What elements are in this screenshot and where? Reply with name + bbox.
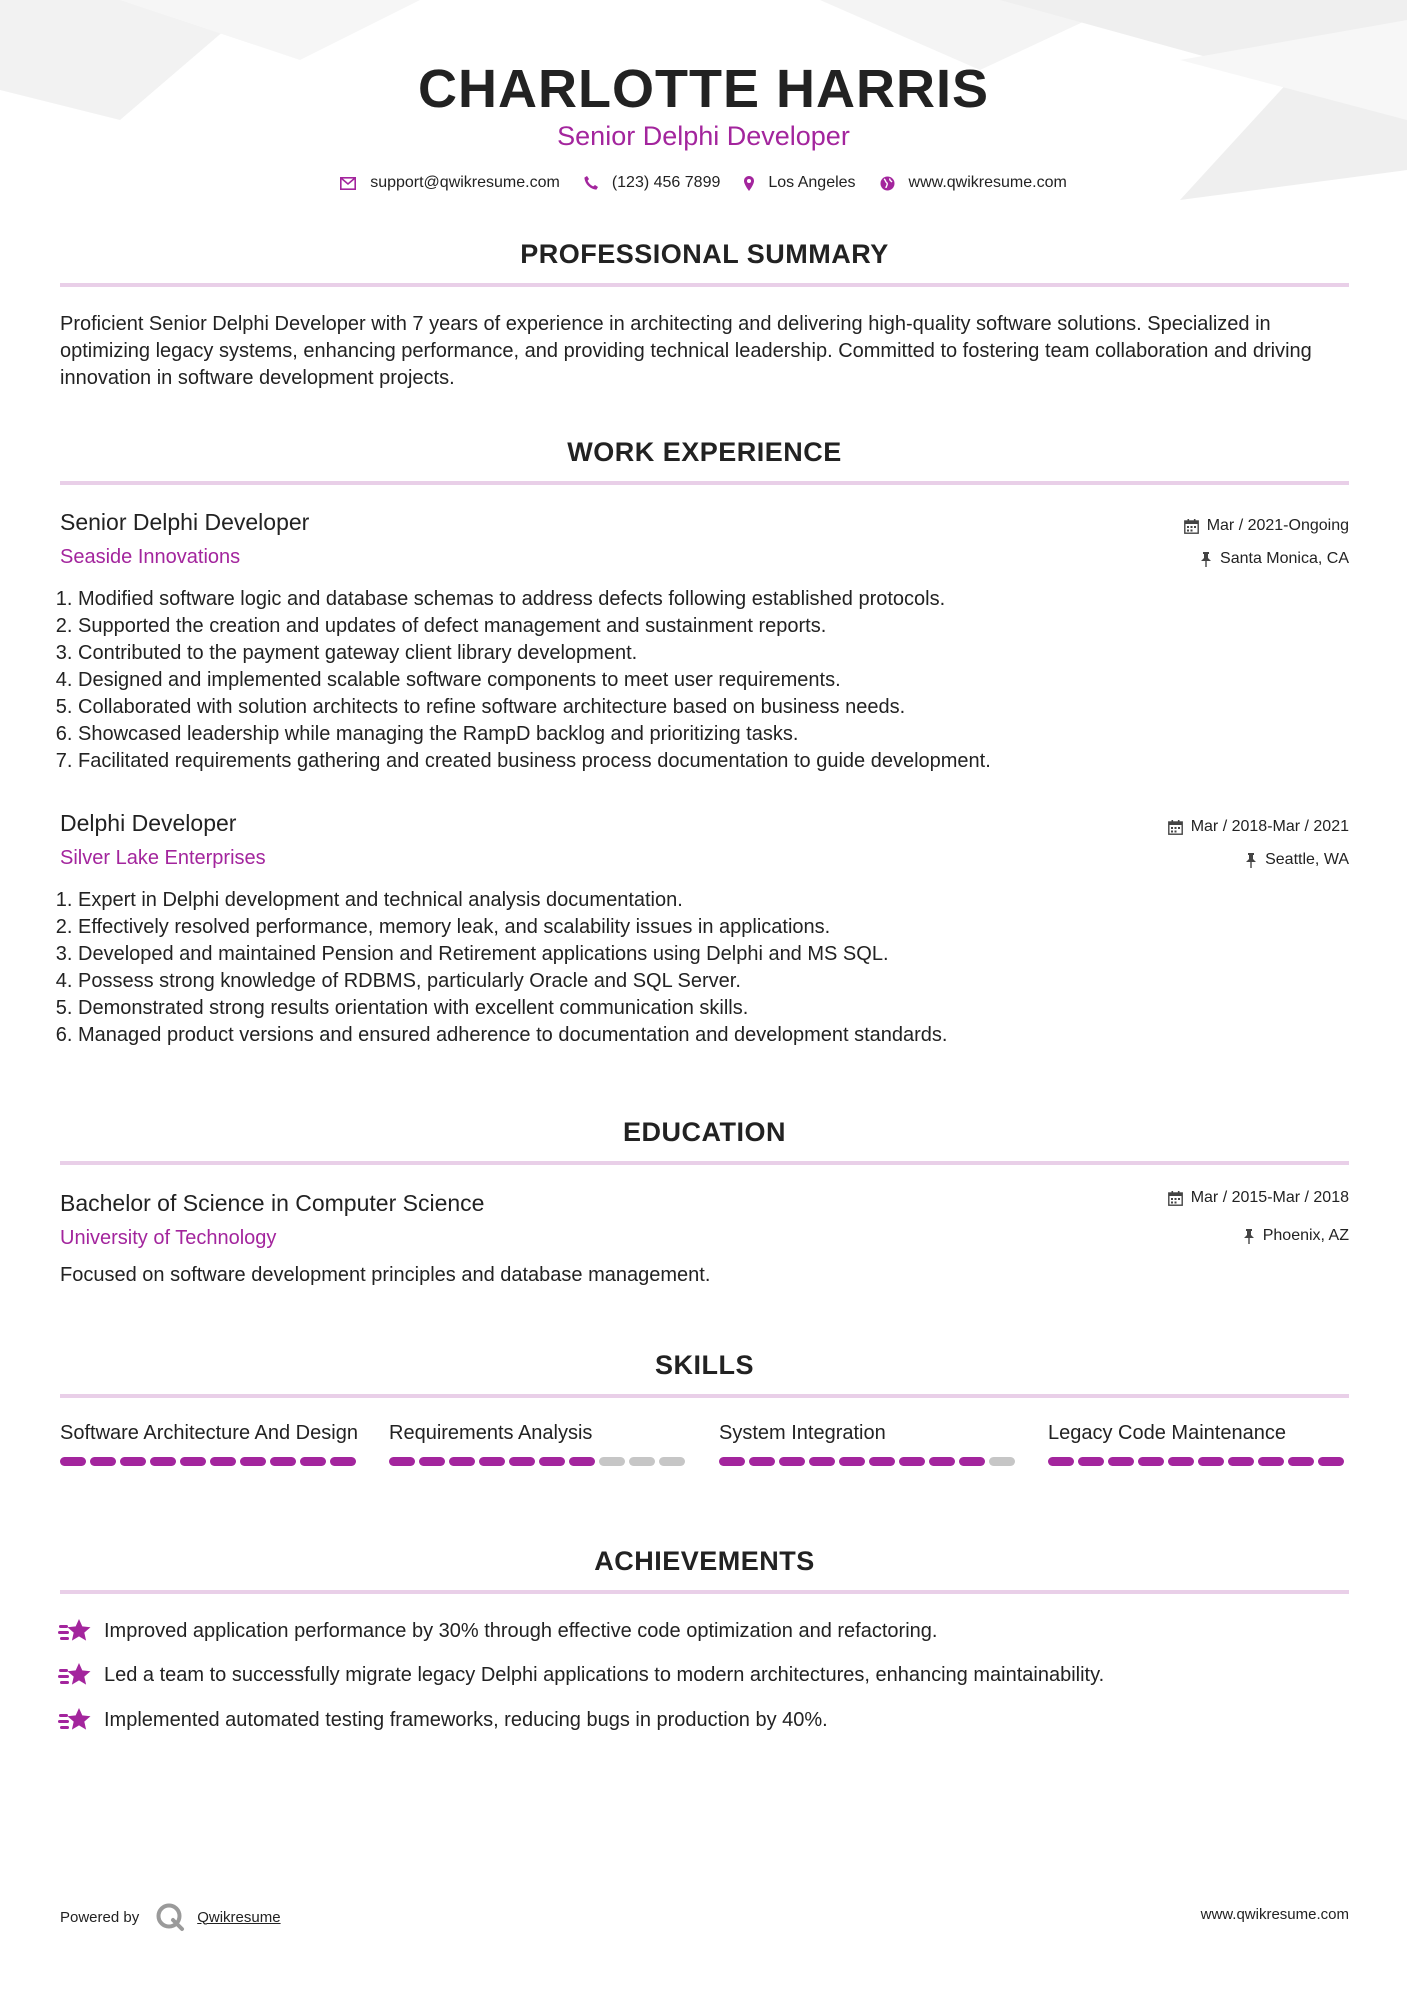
skill-dot-filled <box>1228 1457 1254 1466</box>
list-item: 6. Showcased leadership while managing the RampD backlog and prioritizing tasks. <box>78 721 1368 748</box>
candidate-title: Senior Delphi Developer <box>557 121 850 151</box>
job-dates-text: Mar / 2018-Mar / 2021 <box>1190 818 1349 835</box>
summary-line: optimizing legacy systems, enhancing performance, and providing technical leadership. Committed to fostering team collaboration and driving <box>60 340 1312 362</box>
skill-dot-filled <box>1138 1457 1164 1466</box>
skill-dot-filled <box>449 1457 475 1466</box>
skill-dot-filled <box>330 1457 356 1466</box>
skill-level-bar <box>389 1457 689 1466</box>
contact-phone-text: (123) 456 7899 <box>611 174 721 191</box>
skill-dot-filled <box>779 1457 805 1466</box>
skill-level-bar <box>60 1457 360 1466</box>
education-dates-text: Mar / 2015-Mar / 2018 <box>1190 1189 1349 1206</box>
skill-dot-filled <box>1318 1457 1344 1466</box>
contact-location <box>744 174 855 192</box>
calendar-icon <box>1168 820 1183 835</box>
skill-dot-filled <box>1288 1457 1314 1466</box>
skill-dot-filled <box>210 1457 236 1466</box>
job-title: Delphi Developer <box>60 810 237 836</box>
list-item: 3. Developed and maintained Pension and Retirement applications using Delphi and MS SQL. <box>78 941 1368 968</box>
skill-dot-filled <box>749 1457 775 1466</box>
education-dates <box>1168 1189 1349 1207</box>
contact-email[interactable] <box>340 174 560 192</box>
contact-phone[interactable] <box>584 174 721 192</box>
summary-text <box>60 311 1352 392</box>
experience-heading: WORK EXPERIENCE <box>567 437 842 467</box>
achievement-item <box>58 1661 1104 1689</box>
skill-dot-filled <box>869 1457 895 1466</box>
list-item: 5. Collaborated with solution architects to refine software architecture based on business needs. <box>78 694 1368 721</box>
skill-item <box>719 1420 1019 1466</box>
job-location <box>1245 851 1349 869</box>
skill-dot-filled <box>569 1457 595 1466</box>
skill-dot-filled <box>1258 1457 1284 1466</box>
summary-heading: PROFESSIONAL SUMMARY <box>520 239 889 269</box>
skill-item <box>1048 1420 1348 1466</box>
summary-divider <box>60 283 1349 287</box>
summary-line: innovation in software development projects. <box>60 367 455 389</box>
job-location <box>1200 550 1349 568</box>
skill-dot-filled <box>270 1457 296 1466</box>
footer-brand-link[interactable]: Qwikresume <box>197 1908 281 1926</box>
shooting-star-icon <box>58 1617 92 1645</box>
powered-by-label: Powered by <box>60 1908 140 1926</box>
qwikresume-logo-icon <box>155 1902 185 1932</box>
list-item: 3. Contributed to the payment gateway client library development. <box>78 640 1368 667</box>
skill-dot-filled <box>1168 1457 1194 1466</box>
job-location-text: Santa Monica, CA <box>1220 550 1349 567</box>
skill-dot-empty <box>629 1457 655 1466</box>
list-item: 1. Modified software logic and database schemas to address defects following established protocols. <box>78 586 1368 613</box>
skill-dot-filled <box>479 1457 505 1466</box>
skill-dot-filled <box>389 1457 415 1466</box>
globe-icon <box>880 176 895 191</box>
skill-dot-filled <box>120 1457 146 1466</box>
skill-dot-empty <box>989 1457 1015 1466</box>
skill-dot-filled <box>150 1457 176 1466</box>
skill-dot-filled <box>959 1457 985 1466</box>
skill-dot-empty <box>659 1457 685 1466</box>
shooting-star-icon <box>58 1706 92 1734</box>
skill-dot-filled <box>1108 1457 1134 1466</box>
skill-dot-filled <box>899 1457 925 1466</box>
skill-name: Requirements Analysis <box>389 1422 593 1444</box>
list-item: 4. Designed and implemented scalable software components to meet user requirements. <box>78 667 1368 694</box>
education-location-text: Phoenix, AZ <box>1262 1227 1349 1244</box>
skill-dot-filled <box>839 1457 865 1466</box>
achievement-text: Improved application performance by 30% through effective code optimization and refactoring. <box>104 1619 938 1642</box>
achievement-item <box>58 1706 828 1734</box>
skill-dot-filled <box>419 1457 445 1466</box>
list-item: 4. Possess strong knowledge of RDBMS, particularly Oracle and SQL Server. <box>78 968 1368 995</box>
candidate-name: CHARLOTTE HARRIS <box>418 59 989 119</box>
experience-divider <box>60 481 1349 485</box>
skill-dot-filled <box>809 1457 835 1466</box>
skill-dot-filled <box>539 1457 565 1466</box>
job-bullets <box>58 887 1368 1049</box>
pushpin-icon <box>1243 1229 1255 1244</box>
pushpin-icon <box>1245 853 1257 868</box>
skill-dot-filled <box>509 1457 535 1466</box>
skill-name: Software Architecture And Design <box>60 1422 358 1444</box>
skill-item <box>60 1420 360 1466</box>
contact-location-text: Los Angeles <box>768 174 856 191</box>
skill-dot-filled <box>1198 1457 1224 1466</box>
job-bullets <box>58 586 1368 775</box>
skill-level-bar <box>1048 1457 1348 1466</box>
list-item: 2. Effectively resolved performance, memory leak, and scalability issues in applications. <box>78 914 1368 941</box>
skill-dot-filled <box>1048 1457 1074 1466</box>
list-item: 7. Facilitated requirements gathering and created business process documentation to guide development. <box>78 748 1368 775</box>
job-title: Senior Delphi Developer <box>60 509 310 535</box>
list-item: 5. Demonstrated strong results orientation with excellent communication skills. <box>78 995 1368 1022</box>
education-description: Focused on software development principles and database management. <box>60 1264 711 1286</box>
education-school: University of Technology <box>60 1227 277 1249</box>
skills-divider <box>60 1394 1349 1398</box>
skill-dot-filled <box>1078 1457 1104 1466</box>
contact-website[interactable] <box>880 174 1067 192</box>
calendar-icon <box>1168 1191 1183 1206</box>
skill-dot-filled <box>719 1457 745 1466</box>
map-pin-icon <box>744 176 754 191</box>
contact-email-text: support@qwikresume.com <box>370 174 560 191</box>
pushpin-icon <box>1200 552 1212 567</box>
skill-dot-filled <box>60 1457 86 1466</box>
footer-website[interactable]: www.qwikresume.com <box>1200 1906 1349 1923</box>
education-location <box>1243 1227 1349 1245</box>
list-item: 2. Supported the creation and updates of defect management and sustainment reports. <box>78 613 1368 640</box>
skill-name: Legacy Code Maintenance <box>1048 1422 1286 1444</box>
skill-item <box>389 1420 689 1466</box>
job-location-text: Seattle, WA <box>1265 851 1349 868</box>
calendar-icon <box>1184 519 1199 534</box>
job-company: Silver Lake Enterprises <box>60 847 266 869</box>
education-heading: EDUCATION <box>623 1117 786 1147</box>
skill-level-bar <box>719 1457 1019 1466</box>
job-dates <box>1168 818 1349 836</box>
achievements-heading: ACHIEVEMENTS <box>594 1546 815 1576</box>
contact-bar <box>0 174 1407 192</box>
achievements-divider <box>60 1590 1349 1594</box>
education-divider <box>60 1161 1349 1165</box>
list-item: 6. Managed product versions and ensured adherence to documentation and development standards. <box>78 1022 1368 1049</box>
skill-dot-filled <box>929 1457 955 1466</box>
achievement-text: Led a team to successfully migrate legacy Delphi applications to modern architectures, enhancing maintainability. <box>104 1663 1105 1686</box>
envelope-icon <box>340 177 356 190</box>
education-degree: Bachelor of Science in Computer Science <box>60 1190 485 1216</box>
achievement-text: Implemented automated testing frameworks, reducing bugs in production by 40%. <box>104 1708 828 1731</box>
phone-icon <box>584 176 598 190</box>
achievement-item <box>58 1617 937 1645</box>
skill-dot-filled <box>300 1457 326 1466</box>
job-dates <box>1184 517 1349 535</box>
skill-name: System Integration <box>719 1422 886 1444</box>
contact-website-text: www.qwikresume.com <box>908 174 1067 191</box>
skill-dot-filled <box>240 1457 266 1466</box>
skill-dot-empty <box>599 1457 625 1466</box>
job-company: Seaside Innovations <box>60 546 241 568</box>
summary-line: Proficient Senior Delphi Developer with 7 years of experience in architecting and delivering high-quality software solutions. Specialized in <box>60 313 1271 335</box>
skill-dot-filled <box>180 1457 206 1466</box>
list-item: 1. Expert in Delphi development and technical analysis documentation. <box>78 887 1368 914</box>
job-dates-text: Mar / 2021-Ongoing <box>1206 517 1349 534</box>
shooting-star-icon <box>58 1661 92 1689</box>
skill-dot-filled <box>90 1457 116 1466</box>
skills-heading: SKILLS <box>654 1350 754 1380</box>
footer-powered-by <box>60 1902 281 1932</box>
